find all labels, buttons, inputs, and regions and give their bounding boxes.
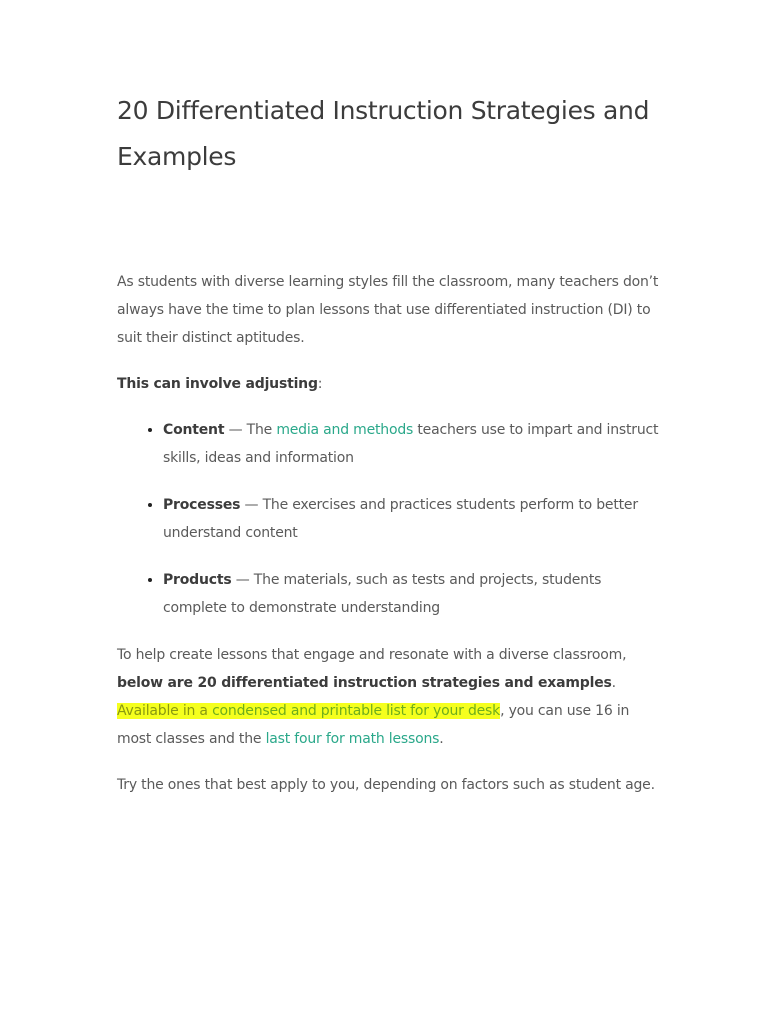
printable-list-link[interactable]: Available in a condensed and printable list for your desk	[117, 703, 501, 719]
page-title: 20 Differentiated Instruction Strategies and Examples	[117, 96, 650, 171]
strategies-paragraph: To help create lessons that engage and resonate with a diverse classroom, below are 20 differentiated instruction strategies and examples. Available in a condensed and printable list for your desk, you can use 16 in most classes and the last four for math lessons.	[117, 647, 630, 747]
closing-paragraph: Try the ones that best apply to you, depending on factors such as student age.	[117, 777, 655, 793]
adjusting-label: This can involve adjusting:	[117, 376, 323, 392]
list-item-products: • Products — The materials, such as tests and projects, students complete to demonstrate understanding	[163, 566, 662, 622]
media-methods-link[interactable]: media and methods	[276, 422, 414, 438]
document	[117, 88, 662, 817]
list-item-processes: • Processes — The exercises and practices students perform to better understand content	[163, 491, 662, 547]
math-lessons-link[interactable]: last four for math lessons	[265, 731, 440, 747]
adjust-list	[117, 416, 662, 622]
list-item-content: • Content — The media and methods teachers use to impart and instruct skills, ideas and information	[163, 416, 662, 472]
intro-paragraph: As students with diverse learning styles fill the classroom, many teachers don’t always have the time to plan lessons that use differentiated instruction (DI) to suit their distinct aptitudes.	[117, 274, 659, 346]
